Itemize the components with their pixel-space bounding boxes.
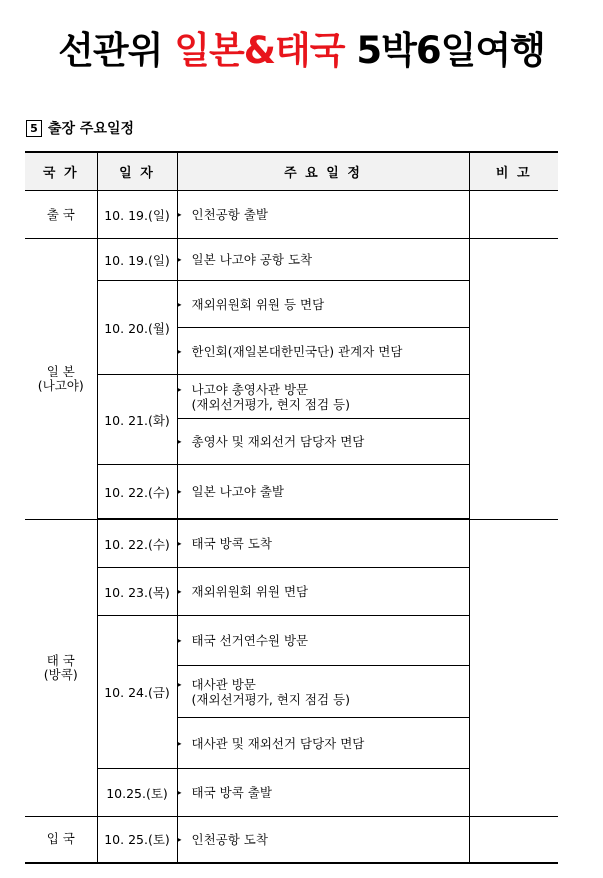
section-heading-text: 출장 주요일정: [48, 121, 135, 137]
note-cell: [469, 817, 558, 863]
section-number-box: 5: [26, 120, 42, 137]
event-text: 일본 나고야 출발: [191, 484, 284, 499]
date-cell: 10. 20.(월): [97, 281, 177, 375]
event-text: 태국 선거연수원 방문: [191, 633, 309, 648]
event-cell: [177, 616, 469, 666]
page-title: [0, 20, 603, 74]
schedule-table: [25, 151, 558, 864]
title-suffix: 5박6일여행: [356, 29, 545, 72]
bullet-icon: ▸: [177, 636, 182, 645]
country-label: 태 국: [46, 653, 75, 668]
event-text: 재외위원회 위원 등 면담: [191, 296, 325, 312]
title-prefix: 선관위: [58, 29, 163, 72]
event-cell: [177, 520, 469, 568]
date-cell: 10. 24.(금): [97, 616, 177, 769]
event-cell: [177, 465, 469, 519]
country-label: 일 본: [46, 364, 75, 379]
event-text: 한인회(재일본대한민국단) 관계자 면담: [191, 343, 403, 359]
country-cell: [25, 239, 97, 520]
event-cell: [177, 191, 469, 239]
bullet-icon: ▸: [177, 587, 182, 596]
bullet-icon: ▸: [177, 679, 182, 689]
date-cell: 10. 22.(수): [97, 465, 177, 519]
table-row: [25, 817, 558, 863]
header-country: 국 가: [25, 152, 97, 191]
date-cell: 10. 22.(수): [97, 520, 177, 568]
bullet-icon: ▸: [177, 738, 182, 748]
note-cell: [469, 520, 558, 817]
event-cell: [177, 769, 469, 817]
event-text: 재외위원회 위원 면담: [191, 584, 309, 599]
header-schedule: 주 요 일 정: [177, 152, 469, 191]
date-cell: 10. 23.(목): [97, 568, 177, 616]
event-cell: [177, 718, 469, 769]
event-cell: [177, 281, 469, 328]
section-heading: [26, 118, 134, 138]
table-header-row: [25, 152, 558, 191]
country-cell: 출 국: [25, 191, 97, 239]
event-text: 인천공항 출발: [191, 207, 268, 222]
event-text: 태국 방콕 출발: [191, 785, 272, 800]
bullet-icon: ▸: [177, 255, 182, 264]
date-cell: 10. 19.(일): [97, 239, 177, 281]
header-note: 비 고: [469, 152, 558, 191]
event-text: 일본 나고야 공항 도착: [191, 252, 313, 267]
note-cell: [469, 191, 558, 239]
event-cell: [177, 817, 469, 863]
event-cell: [177, 375, 469, 419]
event-cell: [177, 666, 469, 718]
event-text: 태국 방콕 도착: [191, 536, 272, 551]
bullet-icon: ▸: [177, 834, 182, 844]
event-subtext: (재외선거평가, 현지 점검 등): [191, 691, 350, 707]
date-cell: 10.25.(토): [97, 769, 177, 817]
date-cell: 10. 21.(화): [97, 375, 177, 465]
event-cell: [177, 328, 469, 375]
note-cell: [469, 239, 558, 520]
event-text: 대사관 방문: [191, 676, 256, 692]
country-city: (방콕): [43, 667, 78, 682]
bullet-icon: ▸: [177, 299, 182, 309]
table-row: [25, 191, 558, 239]
event-text: 인천공항 도착: [191, 831, 268, 847]
bullet-icon: ▸: [177, 346, 182, 356]
date-cell: 10. 25.(토): [97, 817, 177, 863]
country-cell: [25, 520, 97, 817]
header-date: 일 자: [97, 152, 177, 191]
table-row: [25, 239, 558, 281]
event-subtext: (재외선거평가, 현지 점검 등): [191, 396, 350, 412]
bullet-icon: ▸: [177, 384, 182, 394]
date-cell: 10. 19.(일): [97, 191, 177, 239]
title-highlight: 일본&태국: [174, 29, 345, 72]
event-text: 나고야 총영사관 방문: [191, 381, 309, 397]
table-row: [25, 520, 558, 568]
bullet-icon: ▸: [177, 788, 182, 797]
event-cell: [177, 239, 469, 281]
bullet-icon: ▸: [177, 437, 182, 446]
bullet-icon: ▸: [177, 487, 182, 496]
country-cell: 입 국: [25, 817, 97, 863]
event-text: 대사관 및 재외선거 담당자 면담: [191, 735, 365, 751]
event-cell: [177, 568, 469, 616]
country-city: (나고야): [37, 378, 84, 393]
event-cell: [177, 419, 469, 465]
bullet-icon: ▸: [177, 210, 182, 219]
bullet-icon: ▸: [177, 539, 182, 548]
event-text: 총영사 및 재외선거 담당자 면담: [191, 434, 365, 449]
